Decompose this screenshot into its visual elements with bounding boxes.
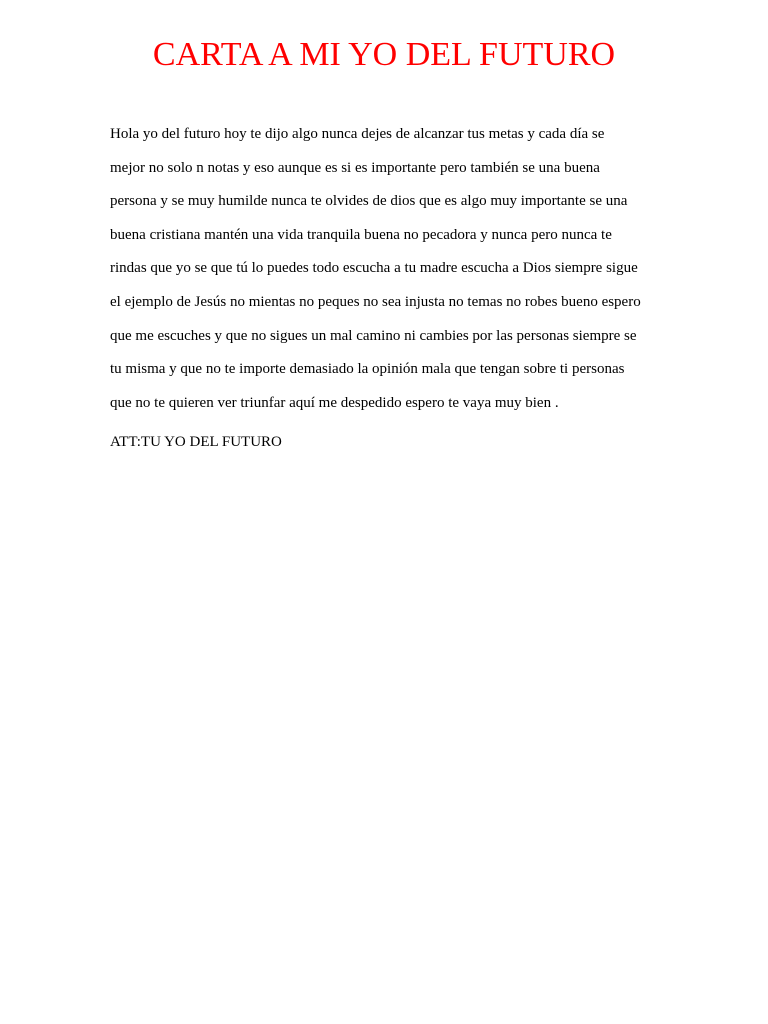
letter-line: tu misma y que no te importe demasiado la opinión mala que tengan sobre ti personas [110,361,625,378]
letter-line: buena cristiana mantén una vida tranquila buena no pecadora y nunca pero nunca te [110,226,612,243]
letter-line: que no te quieren ver triunfar aquí me despedido espero te vaya muy bien . [110,394,559,411]
document-title: CARTA A MI YO DEL FUTURO [152,36,616,73]
letter-line: rindas que yo se que tú lo puedes todo escucha a tu madre escucha a Dios siempre sigue [110,260,638,277]
letter-signature: ATT:TU YO DEL FUTURO [110,434,282,450]
letter-line: que me escuches y que no sigues un mal camino ni cambies por las personas siempre se [110,327,637,344]
letter-line: Hola yo del futuro hoy te dijo algo nunca dejes de alcanzar tus metas y cada día se [110,126,605,142]
letter-line: mejor no solo n notas y eso aunque es si es importante pero también se una buena [110,159,600,176]
letter-body [110,118,666,420]
letter-line: persona y se muy humilde nunca te olvides de dios que es algo muy importante se una [110,193,628,210]
letter-line: el ejemplo de Jesús no mientas no peques no sea injusta no temas no robes bueno espero [110,293,641,310]
